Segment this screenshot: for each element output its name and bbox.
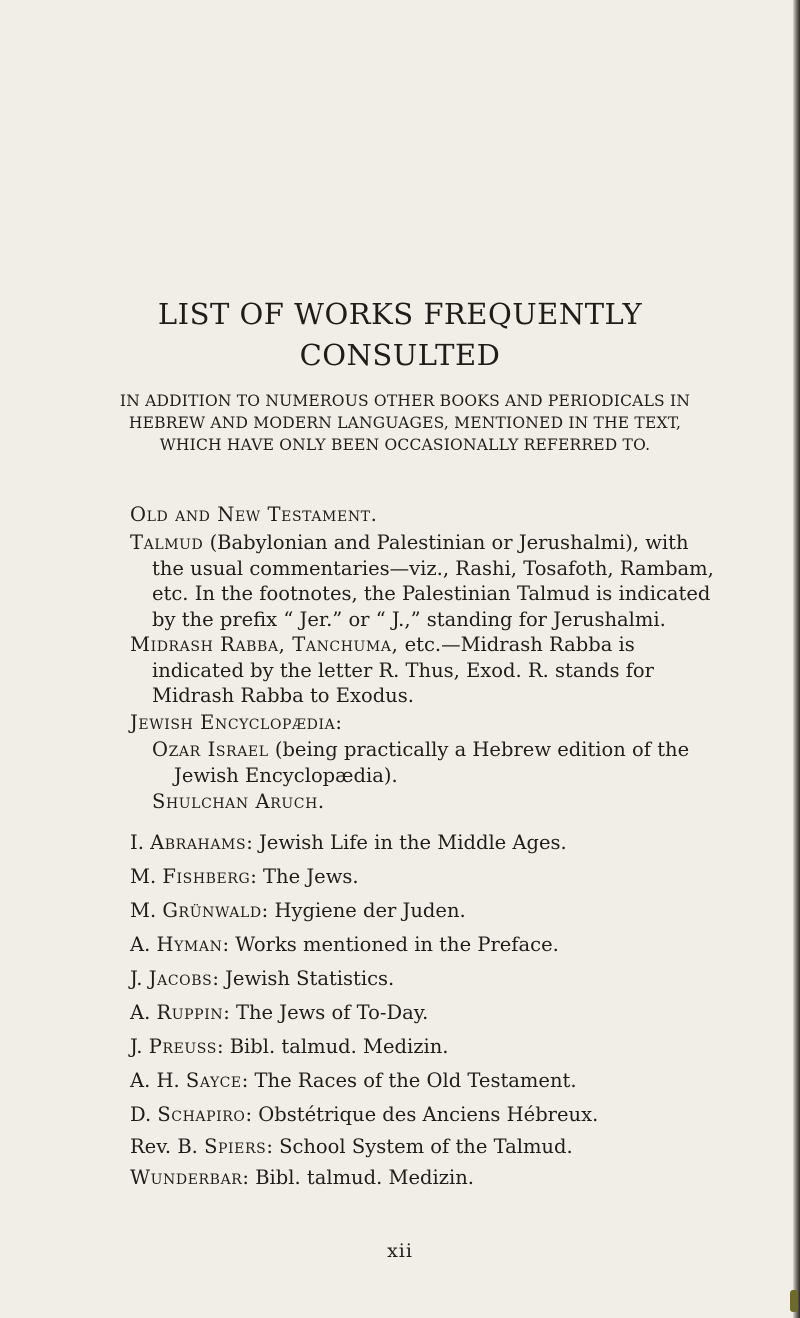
entry-initial: D. [130,1103,152,1126]
entry-author: Hyman [156,933,223,956]
entry-title: Jewish Encyclopædia [130,711,336,734]
entry-description: : Obstétrique des Anciens Hébreux. [245,1103,599,1126]
entry-description: : Works mentioned in the Preface. [222,933,559,956]
entry-description: : [335,711,342,734]
entry-author: Spiers [204,1135,267,1158]
entry-author: Fishberg [162,865,251,888]
entry-author: Wunderbar [130,1166,243,1189]
list-item [130,632,720,709]
list-item [130,1102,720,1128]
entry-initial: J. [130,967,143,990]
entry-initial: M. [130,899,157,922]
entry-author: Grünwald [162,899,262,922]
page-edge-shadow [793,0,800,1318]
entry-author: Sayce [185,1069,242,1092]
entry-description: (being practically a Hebrew edition of the Jewish Encyclopædia). [174,738,690,787]
list-item [152,789,722,815]
list-item [130,932,720,958]
entry-author: Ruppin [156,1001,224,1024]
list-item [130,966,720,992]
entry-author: Preuss [148,1035,217,1058]
entry-initial: A. [130,1001,151,1024]
entry-description: : Jewish Statistics. [212,967,395,990]
entry-description: : Bibl. talmud. Medizin. [242,1166,474,1189]
entry-description: : Hygiene der Juden. [261,899,466,922]
list-item [152,737,722,788]
entry-title: Ozar Israel [152,738,269,761]
entry-description: (Babylonian and Palestinian or Jerushalmi), with the usual commentaries—viz., Rashi, Tosafoth, Rambam, etc. In the footnotes, the Palestinian Talmud is indicated by the prefix “ Jer.” or “ J.,” standing for Jerushalmi. [152,531,714,631]
entry-description: : The Races of the Old Testament. [241,1069,577,1092]
list-item [130,898,720,924]
entry-title: Talmud [130,531,204,554]
list-item [130,1165,720,1191]
list-item [130,710,720,736]
entry-author: Schapiro [157,1103,246,1126]
entry-initial: M. [130,865,157,888]
entry-title: Midrash Rabba, Tanchuma, [130,633,399,656]
list-item [130,830,720,856]
entry-title: Shulchan Aruch. [152,790,325,813]
page-subtitle: IN ADDITION TO NUMEROUS OTHER BOOKS AND PERIODICALS IN HEBREW AND MODERN LANGUAGES, MENTIONED IN THE TEXT, WHICH HAVE ONLY BEEN OCCASIONALLY REFERRED TO. [119,392,691,454]
entry-description: : The Jews. [250,865,359,888]
entry-author: Jacobs [148,967,213,990]
entry-initial: A. [130,933,151,956]
list-item [130,1034,720,1060]
list-item [130,864,720,890]
entry-initial: I. [130,831,144,854]
page-number: xii [387,1240,413,1262]
entry-author: Abrahams [150,831,247,854]
edge-stain [790,1290,798,1312]
list-item [130,1000,720,1026]
entry-description: : Bibl. talmud. Medizin. [216,1035,449,1058]
entry-description: etc.—Midrash Rabba is indicated by the letter R. Thus, Exod. R. stands for Midrash Rabba to Exodus. [152,633,654,707]
page-title-line-2: CONSULTED [299,338,501,372]
list-item [130,1068,720,1094]
entry-description: : School System of the Talmud. [266,1135,573,1158]
entry-title: Old and New Testament. [130,503,378,526]
entry-initial: A. H. [130,1069,180,1092]
page-title-line-1: LIST OF WORKS FREQUENTLY [157,297,643,331]
list-item [130,530,720,632]
entry-description: : Jewish Life in the Middle Ages. [246,831,567,854]
entry-description: : The Jews of To-Day. [223,1001,429,1024]
entry-initial: Rev. B. [130,1135,198,1158]
list-item [130,502,720,528]
entry-initial: J. [130,1035,143,1058]
list-item [130,1134,720,1160]
